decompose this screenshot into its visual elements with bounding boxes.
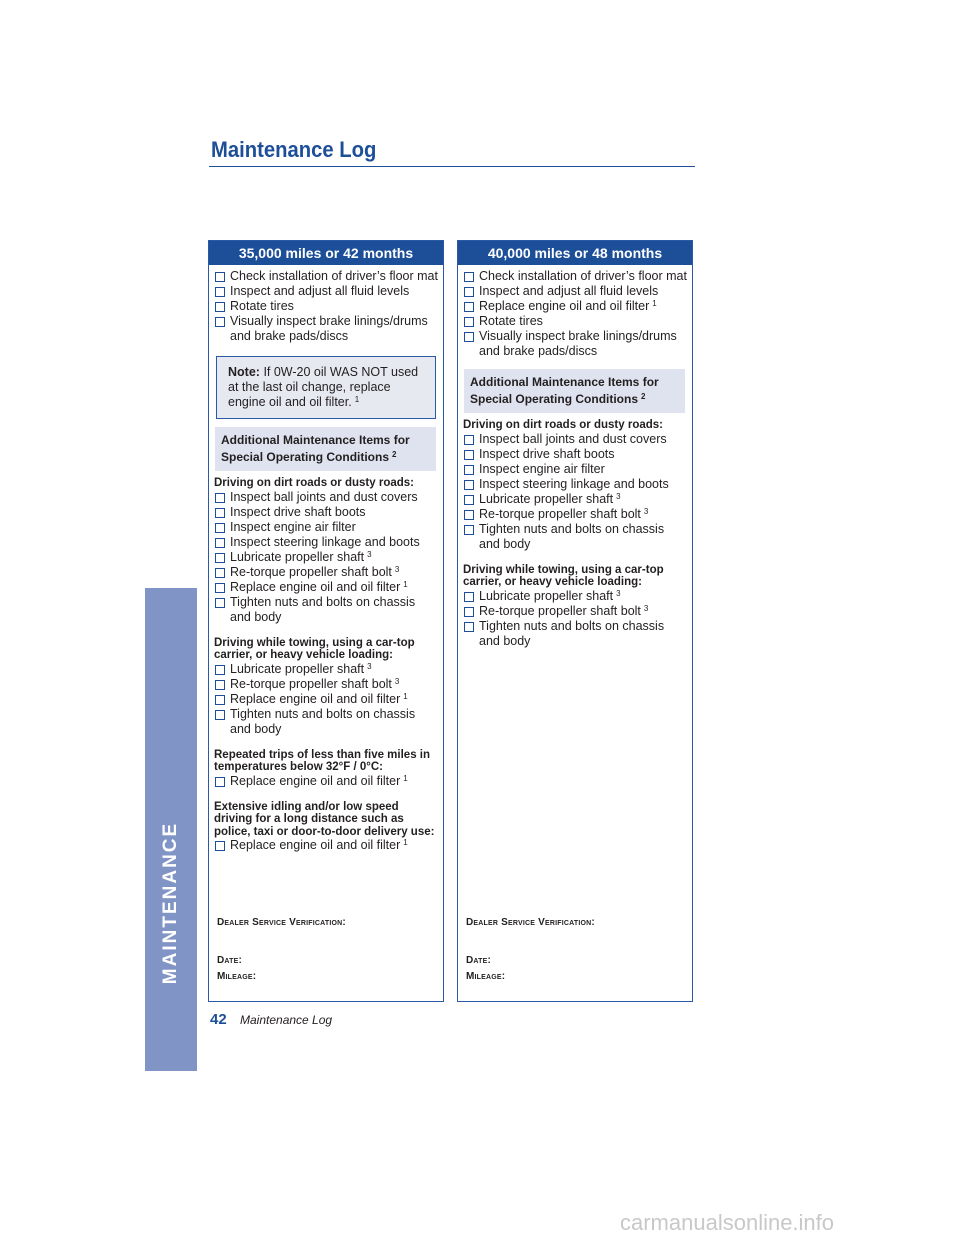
date-label: Date: <box>217 955 243 966</box>
footnote-superscript: 1 <box>652 299 657 308</box>
checklist-item <box>463 314 687 329</box>
additional-items-heading <box>464 369 685 413</box>
checkbox-icon[interactable] <box>464 272 474 282</box>
checklist-item-text: Replace engine oil and oil filter <box>230 773 401 788</box>
sidebar-label-text: MAINTENANCE <box>160 821 181 985</box>
checkbox-icon[interactable] <box>464 495 474 505</box>
checklist-item <box>463 284 687 299</box>
page-number: 42 <box>210 1011 227 1028</box>
checklist-item <box>214 677 438 692</box>
primary-checklist <box>214 269 438 344</box>
checklist-item <box>214 595 438 625</box>
footnote-superscript: 3 <box>643 506 649 516</box>
column-header: 35,000 miles or 42 months <box>209 241 443 265</box>
sidebar-label <box>145 588 197 1071</box>
checklist-item <box>214 707 438 737</box>
checklist-item <box>214 580 438 595</box>
checklist-item <box>214 299 438 314</box>
checkbox-icon[interactable] <box>215 302 225 312</box>
checklist-item-text: Lubricate propeller shaft <box>230 661 365 676</box>
checklist-item <box>463 299 687 314</box>
checkbox-icon[interactable] <box>464 510 474 520</box>
checklist-item-text: Re-torque propeller shaft bolt <box>479 506 641 521</box>
condition-heading: Driving while towing, using a car-top carrier, or heavy vehicle loading: <box>214 636 415 661</box>
mileage-label: Mileage: <box>466 971 506 982</box>
checkbox-icon[interactable] <box>215 538 225 548</box>
checklist-item <box>214 692 438 707</box>
checklist-item <box>463 589 687 604</box>
checklist-item <box>214 838 438 853</box>
checklist-item-text: Rotate tires <box>479 314 543 328</box>
checklist-item <box>463 604 687 619</box>
checklist-item-text: Inspect drive shaft boots <box>230 504 366 519</box>
checklist-item-text: Tighten nuts and bolts on chassis and body <box>479 618 665 648</box>
checklist-item-text: Tighten nuts and bolts on chassis and body <box>230 706 416 736</box>
checklist-item <box>463 619 687 649</box>
checkbox-icon[interactable] <box>464 287 474 297</box>
checkbox-icon[interactable] <box>215 841 225 851</box>
condition-heading: Extensive idling and/or low speed driving for a long distance such as police, taxi or door-to-door delivery use: <box>214 800 435 838</box>
sidebar-tab <box>145 588 197 1071</box>
checklist-item <box>214 520 438 535</box>
checklist-item <box>463 329 687 359</box>
checklist-item-text: Lubricate propeller shaft <box>479 588 614 603</box>
checkbox-icon[interactable] <box>215 598 225 608</box>
checkbox-icon[interactable] <box>215 493 225 503</box>
checklist-item-text: Check installation of driver’s floor mat <box>479 269 687 283</box>
footnote-superscript: 1 <box>403 773 408 783</box>
checklist-item-text: Re-torque propeller shaft bolt <box>230 676 392 691</box>
checkbox-icon[interactable] <box>464 465 474 475</box>
checkbox-icon[interactable] <box>464 450 474 460</box>
checkbox-icon[interactable] <box>215 553 225 563</box>
footnote-superscript: 3 <box>367 661 372 671</box>
mileage-label: Mileage: <box>217 971 257 982</box>
note-label: Note: <box>228 365 260 379</box>
special-conditions <box>463 419 687 649</box>
checkbox-icon[interactable] <box>464 302 474 312</box>
footnote-superscript: 3 <box>616 588 621 598</box>
checklist-item-text: Inspect engine air filter <box>230 519 356 534</box>
footnote-superscript: 3 <box>367 549 372 559</box>
checklist-item-text: Inspect ball joints and dust covers <box>230 489 418 504</box>
footnote-superscript: 3 <box>394 564 400 574</box>
service-column-35000 <box>208 240 444 1002</box>
footnote-superscript: 3 <box>643 603 649 613</box>
checkbox-icon[interactable] <box>464 525 474 535</box>
primary-checklist <box>463 269 687 359</box>
condition-heading: Repeated trips of less than five miles in temperatures below 32°F / 0°C: <box>214 748 431 773</box>
footnote-superscript: 1 <box>403 579 408 589</box>
footer-section-label: Maintenance Log <box>240 1013 333 1027</box>
checkbox-icon[interactable] <box>215 272 225 282</box>
checklist-item-text: Rotate tires <box>230 299 294 313</box>
checkbox-icon[interactable] <box>215 287 225 297</box>
checklist-item-text: Lubricate propeller shaft <box>230 549 365 564</box>
service-column-40000 <box>457 240 693 1002</box>
checklist-item <box>214 662 438 677</box>
special-conditions <box>214 477 438 853</box>
checkbox-icon[interactable] <box>215 317 225 327</box>
checklist-item <box>463 462 687 477</box>
checklist-item-text: Re-torque propeller shaft bolt <box>479 603 641 618</box>
checklist-item <box>214 774 438 789</box>
checklist-item-text: Replace engine oil and oil filter <box>230 579 401 594</box>
additional-items-title: Additional Maintenance Items for Special Operating Conditions <box>470 375 659 406</box>
footnote-superscript: 1 <box>403 691 408 701</box>
condition-heading: Driving on dirt roads or dusty roads: <box>214 477 414 489</box>
checkbox-icon[interactable] <box>215 568 225 578</box>
column-body <box>458 265 692 649</box>
page-title: Maintenance Log <box>211 137 377 162</box>
checklist-item <box>214 490 438 505</box>
checklist-item-text: Tighten nuts and bolts on chassis and body <box>230 594 416 624</box>
additional-items-title: Additional Maintenance Items for Special Operating Conditions <box>221 433 410 464</box>
checklist-item <box>214 535 438 550</box>
title-divider <box>209 166 695 167</box>
checkbox-icon[interactable] <box>464 480 474 490</box>
checkbox-icon[interactable] <box>215 508 225 518</box>
checklist-item <box>463 432 687 447</box>
checkbox-icon[interactable] <box>215 777 225 787</box>
checklist-item <box>463 492 687 507</box>
checklist-item-text: Replace engine oil and oil filter <box>479 299 650 313</box>
dealer-verification-label: Dealer Service Verification: <box>466 917 595 928</box>
note-superscript: 1 <box>354 395 360 404</box>
checklist-item-text: Inspect drive shaft boots <box>479 446 615 461</box>
date-label: Date: <box>466 955 492 966</box>
footnote-superscript: 1 <box>403 838 408 847</box>
checklist-item <box>463 269 687 284</box>
checklist-item-text: Visually inspect brake linings/drums and brake pads/discs <box>479 329 677 358</box>
checklist-item <box>214 550 438 565</box>
checkbox-icon[interactable] <box>464 435 474 445</box>
checkbox-icon[interactable] <box>215 523 225 533</box>
checklist-item-text: Visually inspect brake linings/drums and brake pads/discs <box>230 314 428 343</box>
note-text: If 0W-20 oil WAS NOT used at the last oil change, replace engine oil and oil filter. <box>228 365 419 409</box>
additional-items-heading <box>215 427 436 471</box>
checklist-item <box>463 507 687 522</box>
checklist-item-text: Check installation of driver’s floor mat <box>230 269 438 283</box>
checklist-item <box>463 522 687 552</box>
checkbox-icon[interactable] <box>215 665 225 675</box>
checkbox-icon[interactable] <box>464 332 474 342</box>
checkbox-icon[interactable] <box>464 607 474 617</box>
checklist-item <box>214 269 438 284</box>
checkbox-icon[interactable] <box>215 710 225 720</box>
checklist-item-text: Lubricate propeller shaft <box>479 491 614 506</box>
checklist-item-text: Inspect steering linkage and boots <box>479 476 669 491</box>
checklist-item-text: Replace engine oil and oil filter <box>230 838 401 852</box>
checklist-item-text: Re-torque propeller shaft bolt <box>230 564 392 579</box>
checkbox-icon[interactable] <box>464 592 474 602</box>
condition-heading: Driving on dirt roads or dusty roads: <box>463 419 663 431</box>
footnote-superscript: 3 <box>394 676 400 686</box>
checklist-item-text: Inspect ball joints and dust covers <box>479 431 667 446</box>
checklist-item-text: Tighten nuts and bolts on chassis and body <box>479 521 665 551</box>
checklist-item-text: Inspect steering linkage and boots <box>230 534 420 549</box>
additional-items-superscript: 2 <box>392 450 397 459</box>
checklist-item-text: Replace engine oil and oil filter <box>230 691 401 706</box>
checklist-item-text: Inspect and adjust all fluid levels <box>479 284 659 298</box>
checkbox-icon[interactable] <box>464 622 474 632</box>
oil-note-box <box>216 356 436 419</box>
checkbox-icon[interactable] <box>215 680 225 690</box>
checklist-item <box>214 284 438 299</box>
checkbox-icon[interactable] <box>464 317 474 327</box>
checklist-item <box>214 505 438 520</box>
footnote-superscript: 3 <box>616 491 621 501</box>
checklist-item <box>463 477 687 492</box>
condition-heading: Driving while towing, using a car-top carrier, or heavy vehicle loading: <box>463 563 664 588</box>
dealer-verification-label: Dealer Service Verification: <box>217 917 346 928</box>
checklist-item <box>214 314 438 344</box>
checkbox-icon[interactable] <box>215 695 225 705</box>
checklist-item <box>463 447 687 462</box>
checklist-item-text: Inspect engine air filter <box>479 461 605 476</box>
column-header: 40,000 miles or 48 months <box>458 241 692 265</box>
watermark: carmanualsonline.info <box>620 1210 835 1235</box>
checklist-item <box>214 565 438 580</box>
checkbox-icon[interactable] <box>215 583 225 593</box>
additional-items-superscript: 2 <box>641 392 646 401</box>
checklist-item-text: Inspect and adjust all fluid levels <box>230 284 410 298</box>
column-body <box>209 265 443 853</box>
